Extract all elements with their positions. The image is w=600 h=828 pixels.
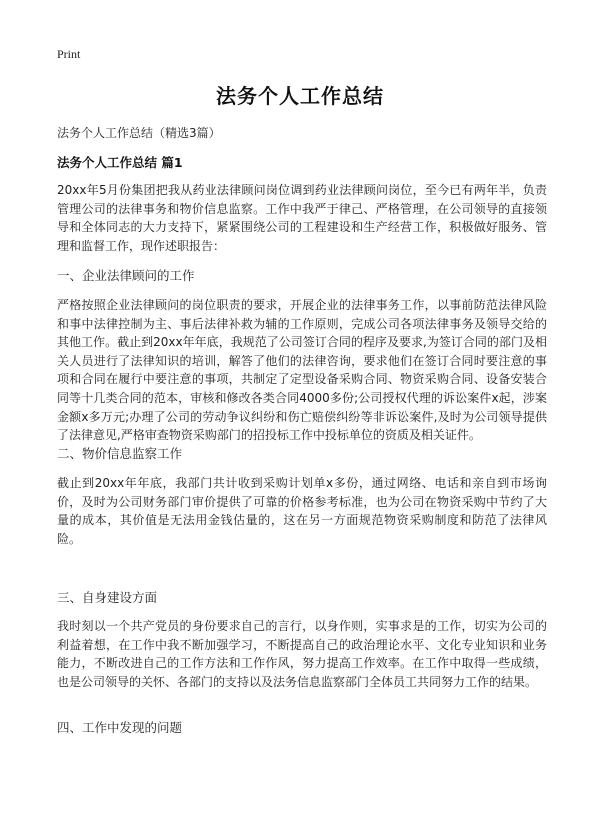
section-body-legal-counsel: 严格按照企业法律顾问的岗位职责的要求，开展企业的法律事务工作，以事前防范法律风险和事中法律控制为主、事后法律补救为辅的工作原则，完成公司各项法律事务及领导交给的其他工作。截止到20xx年年底，我规范了公司签订合同的程序及要求,为签订合同的部门及相关人员进行了法律知识的培训，解答了他们的法律咨询，要求他们在签订合同时要注意的事项和合同在履行中要注意的事项，共制定了定型设备采购合同、物资采购合同、设备安装合同等十几类合同的范本，审核和修改各类合同4000多份;公司授权代理的诉讼案件x起，涉案金额x多万元;办理了公司的劳动争议纠纷和伤亡赔偿纠纷等非诉讼案件,及时为公司领导提供了法律意见,严格审查物资采购部门的招投标工作中投标单位的资质及相关证件。: [57, 298, 547, 443]
section-heading-problems-found: 四、工作中发现的问题: [57, 720, 183, 735]
section-body-self-development: 我时刻以一个共产党员的身份要求自己的言行，以身作则，实事求是的工作，切实为公司的利益着想，在工作中我不断加强学习，不断提高自己的政治理论水平、文化专业知识和业务能力，不断改进自己的工作方法和工作作风，努力提高工作效率。在工作中取得一些成绩，也是公司领导的关怀、各部门的支持以及法务信息监察部门全体员工共同努力工作的结果。: [57, 619, 547, 689]
intro-paragraph: 20xx年5月份集团把我从药业法律顾问岗位调到药业法律顾问岗位，至今已有两年半，负责管理公司的法律事务和物价信息监察。工作中我严于律己、严格管理，在公司领导的直接领导和全体同志的大力支持下，紧紧围绕公司的工程建设和生产经营工作，积极做好服务、管理和监督工作，现作述职报告：: [57, 183, 547, 253]
section-heading-self-development: 三、自身建设方面: [57, 590, 158, 605]
article-heading: 法务个人工作总结 篇1: [57, 155, 183, 170]
section-heading-price-monitoring: 二、物价信息监察工作: [57, 446, 183, 461]
document-title: 法务个人工作总结: [216, 84, 384, 108]
print-link[interactable]: Print: [57, 47, 81, 61]
section-body-price-monitoring: 截止到20xx年年底，我部门共计收到采购计划单x多份，通过网络、电话和亲自到市场询价，及时为公司财务部门审价提供了可靠的价格参考标准，也为公司在物资采购中节约了大量的成本，其价值是无法用金钱估量的，这在另一方面规范物资采购制度和防范了法律风险。: [57, 476, 547, 546]
section-heading-legal-counsel: 一、企业法律顾问的工作: [57, 268, 195, 283]
document-subtitle: 法务个人工作总结（精选3篇）: [57, 126, 221, 140]
